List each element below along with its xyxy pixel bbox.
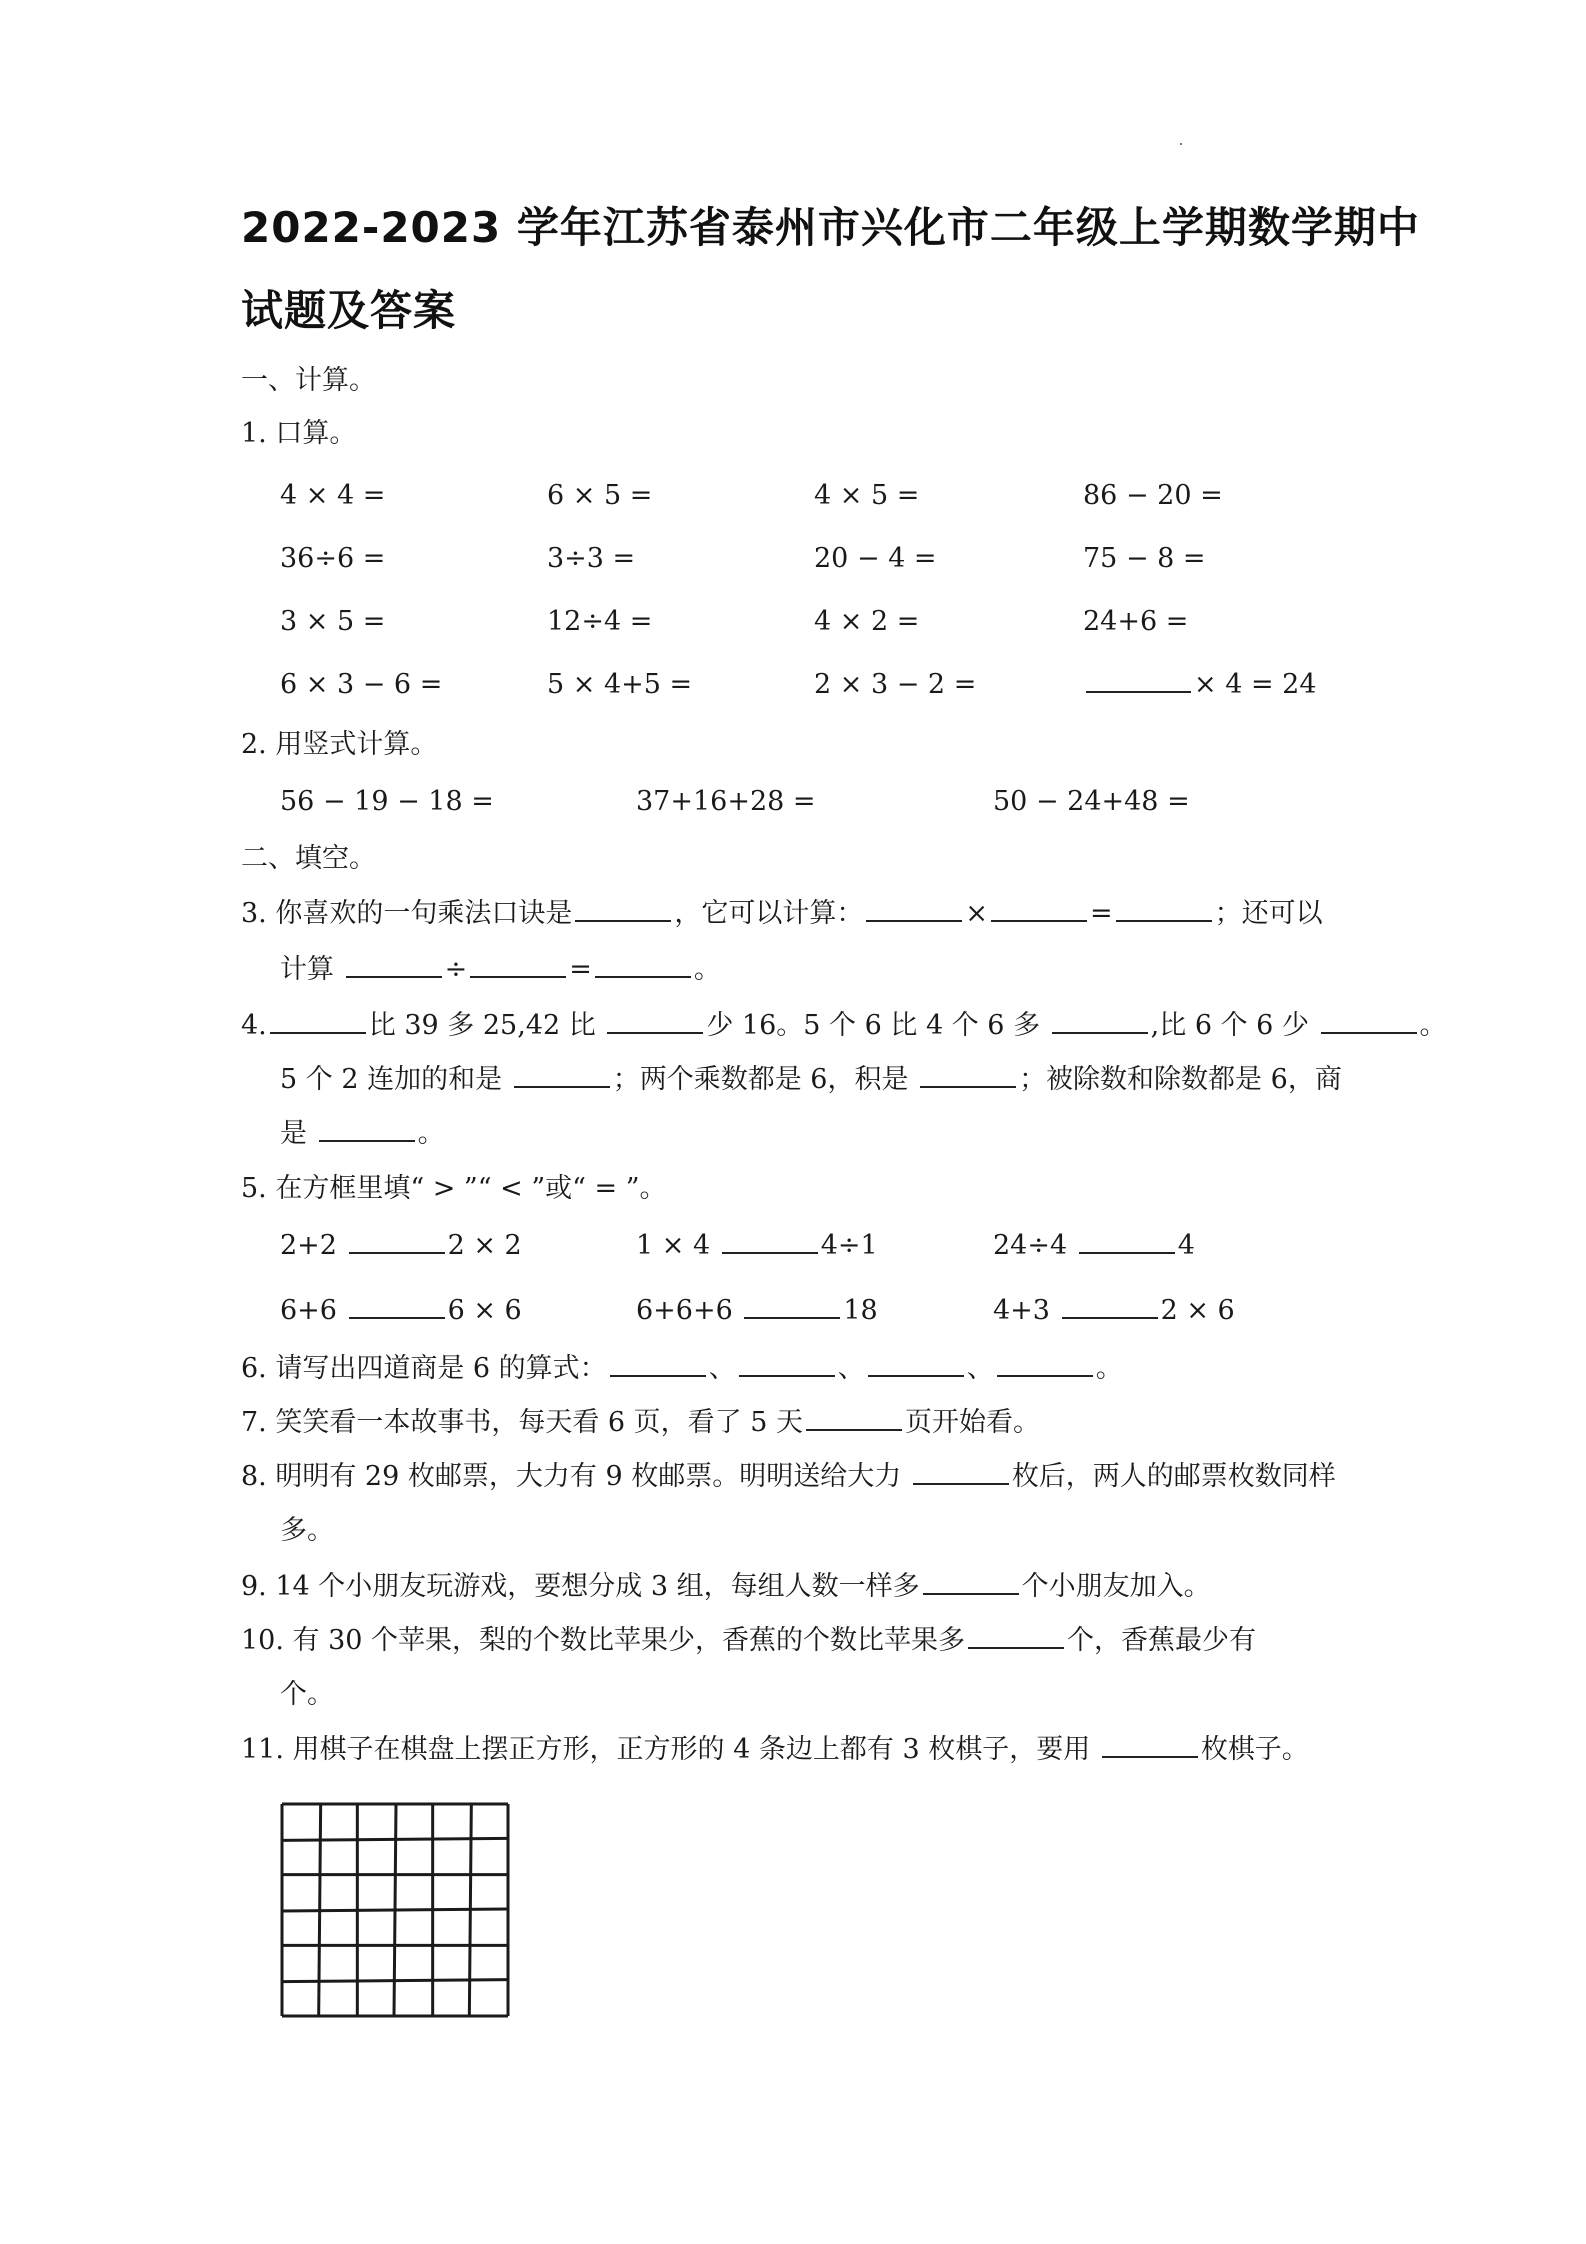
grid-horizontal-line	[282, 1980, 508, 1982]
q1-item: 75 − 8 =	[1083, 543, 1206, 574]
q8-line-1: 8. 明明有 29 枚邮票，大力有 9 枚邮票。明明送给大力 枚后，两人的邮票枚数同样	[241, 1461, 1336, 1492]
q11-line: 11. 用棋子在棋盘上摆正方形，正方形的 4 条边上都有 3 枚棋子，要用 枚棋子。	[241, 1734, 1309, 1765]
section-1-heading: 一、计算。	[241, 365, 376, 396]
q5-compare-item: 6+6+6 18	[636, 1295, 878, 1326]
q1-item: 6 × 5 =	[547, 480, 653, 511]
answer-blank[interactable]	[349, 1316, 445, 1319]
answer-blank[interactable]	[1102, 1755, 1198, 1758]
chessboard-grid	[278, 1800, 518, 2025]
q1-item: 5 × 4+5 =	[547, 669, 693, 700]
answer-blank[interactable]	[920, 1085, 1016, 1088]
answer-blank[interactable]	[270, 1031, 366, 1034]
answer-blank[interactable]	[319, 1139, 415, 1142]
q1-item: 4 × 2 =	[814, 606, 920, 637]
q1-item: 4 × 4 =	[280, 480, 386, 511]
document-title-line-1: 2022-2023 学年江苏省泰州市兴化市二年级上学期数学期中	[241, 203, 1420, 252]
answer-blank[interactable]	[744, 1316, 840, 1319]
answer-blank[interactable]	[1116, 919, 1212, 922]
q5-compare-item: 2+2 2 × 2	[280, 1230, 522, 1261]
q1-item: 20 − 4 =	[814, 543, 937, 574]
answer-blank[interactable]	[470, 975, 566, 978]
answer-blank[interactable]	[968, 1646, 1064, 1649]
q5-compare-item: 6+6 6 × 6	[280, 1295, 522, 1326]
q5-compare-item: 1 × 4 4÷1	[636, 1230, 878, 1261]
answer-blank[interactable]	[1321, 1031, 1417, 1034]
q2-label: 2. 用竖式计算。	[241, 729, 438, 760]
answer-blank[interactable]	[349, 1251, 445, 1254]
grid-horizontal-line	[282, 1909, 508, 1911]
answer-blank[interactable]	[722, 1251, 818, 1254]
q1-item: 3 × 5 =	[280, 606, 386, 637]
q4-line-3: 是 。	[280, 1118, 445, 1149]
q1-item: 3÷3 =	[547, 543, 636, 574]
answer-blank[interactable]	[610, 1374, 706, 1377]
answer-blank[interactable]	[991, 919, 1087, 922]
q3-line-1: 3. 你喜欢的一句乘法口诀是 ，它可以计算： × = ；还可以	[241, 898, 1323, 929]
q1-item: 2 × 3 − 2 =	[814, 669, 977, 700]
answer-blank[interactable]	[913, 1482, 1009, 1485]
answer-blank[interactable]	[607, 1031, 703, 1034]
answer-blank[interactable]	[997, 1374, 1093, 1377]
q2-item: 50 − 24+48 =	[993, 786, 1190, 817]
section-2-heading: 二、填空。	[241, 843, 376, 874]
q4-line-1: 4. 比 39 多 25,42 比 少 16。5 个 6 比 4 个 6 多 ,比 6 个 6 少 。	[241, 1010, 1447, 1041]
q5-compare-item: 4+3 2 × 6	[993, 1295, 1235, 1326]
q1-item-with-blank: × 4 = 24	[1083, 669, 1317, 701]
answer-blank[interactable]	[595, 975, 691, 978]
q2-item: 56 − 19 − 18 =	[280, 786, 494, 817]
scan-speck	[1180, 143, 1182, 145]
answer-blank[interactable]	[1079, 1251, 1175, 1254]
q1-item: 86 − 20 =	[1083, 480, 1223, 511]
q3-line-2: 计算 ÷ = 。	[280, 954, 721, 985]
q2-item: 37+16+28 =	[636, 786, 816, 817]
answer-blank[interactable]	[923, 1592, 1019, 1595]
q1-item: 24+6 =	[1083, 606, 1189, 637]
answer-blank[interactable]	[1062, 1316, 1158, 1319]
answer-blank[interactable]	[868, 1374, 964, 1377]
q8-line-2: 多。	[280, 1515, 334, 1546]
answer-blank[interactable]	[346, 975, 442, 978]
answer-blank[interactable]	[739, 1374, 835, 1377]
answer-blank[interactable]	[1086, 690, 1191, 693]
grid-horizontal-line	[282, 1838, 508, 1840]
q10-line-2: 个。	[280, 1679, 334, 1710]
q1-item: 4 × 5 =	[814, 480, 920, 511]
q5-label: 5. 在方框里填“ > ”“ < ”或“ = ”。	[241, 1173, 667, 1204]
answer-blank[interactable]	[866, 919, 962, 922]
answer-blank[interactable]	[806, 1428, 902, 1431]
q1-item: 36÷6 =	[280, 543, 386, 574]
answer-blank[interactable]	[514, 1085, 610, 1088]
q1-label: 1. 口算。	[241, 418, 357, 449]
q6-line: 6. 请写出四道商是 6 的算式： 、 、 、 。	[241, 1353, 1123, 1384]
answer-blank[interactable]	[575, 919, 671, 922]
document-title-line-2: 试题及答案	[241, 286, 457, 335]
q4-line-2: 5 个 2 连加的和是 ；两个乘数都是 6，积是 ；被除数和除数都是 6，商	[280, 1064, 1342, 1095]
q7-line: 7. 笑笑看一本故事书，每天看 6 页，看了 5 天 页开始看。	[241, 1407, 1041, 1438]
q5-compare-item: 24÷4 4	[993, 1230, 1195, 1261]
q1-item: 6 × 3 − 6 =	[280, 669, 443, 700]
q1-item: 12÷4 =	[547, 606, 653, 637]
answer-blank[interactable]	[1052, 1031, 1148, 1034]
q10-line-1: 10. 有 30 个苹果，梨的个数比苹果少，香蕉的个数比苹果多 个，香蕉最少有	[241, 1625, 1257, 1656]
q9-line: 9. 14 个小朋友玩游戏，要想分成 3 组，每组人数一样多 个小朋友加入。	[241, 1571, 1211, 1602]
